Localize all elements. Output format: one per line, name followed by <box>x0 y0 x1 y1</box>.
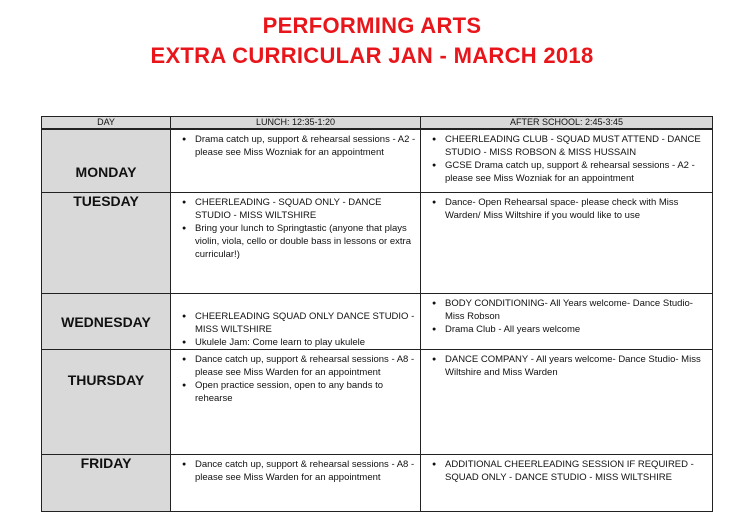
header-lunch: LUNCH: 12:35-1:20 <box>171 117 421 130</box>
lunch-cell <box>171 294 421 350</box>
list-item: ● CHEERLEADING SQUAD ONLY DANCE STUDIO - MISS WILTSHIRE <box>195 310 416 336</box>
list-item: ● Ukulele Jam: Come learn to play ukulele <box>195 336 416 349</box>
list-item: ● Bring your lunch to Springtastic (anyone that plays violin, viola, cello or double bass in lessons or extra curricular!) <box>195 222 416 261</box>
after-school-cell <box>421 193 713 294</box>
schedule-table <box>41 116 713 512</box>
after-school-cell <box>421 129 713 193</box>
after-school-cell <box>421 294 713 350</box>
day-cell: THURSDAY <box>42 350 171 455</box>
lunch-cell <box>171 455 421 512</box>
list-item: ● Drama Club - All years welcome <box>445 323 708 336</box>
list-item: ● CHEERLEADING - SQUAD ONLY - DANCE STUDIO - MISS WILTSHIRE <box>195 196 416 222</box>
table-row <box>42 294 713 350</box>
lunch-cell <box>171 129 421 193</box>
header-after-school: AFTER SCHOOL: 2:45-3:45 <box>421 117 713 130</box>
after-school-cell <box>421 350 713 455</box>
list-item: ● Open practice session, open to any bands to rehearse <box>195 379 416 405</box>
list-item: ● CHEERLEADING CLUB - SQUAD MUST ATTEND - DANCE STUDIO - MISS ROBSON & MISS HUSSAIN <box>445 133 708 159</box>
day-cell: TUESDAY <box>42 193 171 294</box>
list-item: ● Dance- Open Rehearsal space- please check with Miss Warden/ Miss Wiltshire if you would like to use <box>445 196 708 222</box>
after-school-cell <box>421 455 713 512</box>
day-cell: WEDNESDAY <box>42 294 171 350</box>
lunch-cell <box>171 193 421 294</box>
header-day: DAY <box>42 117 171 130</box>
list-item: ● ADDITIONAL CHEERLEADING SESSION IF REQUIRED - SQUAD ONLY - DANCE STUDIO - MISS WILTSHIRE <box>445 458 708 484</box>
table-row <box>42 455 713 512</box>
list-item: ● Dance catch up, support & rehearsal sessions - A8 - please see Miss Warden for an appointment <box>195 353 416 379</box>
header-row <box>42 117 713 130</box>
lunch-cell <box>171 350 421 455</box>
list-item: ● GCSE Drama catch up, support & rehearsal sessions - A2 - please see Miss Wozniak for an appointment <box>445 159 708 185</box>
table-row <box>42 193 713 294</box>
day-cell: FRIDAY <box>42 455 171 512</box>
day-cell: MONDAY <box>42 129 171 193</box>
list-item: ● DANCE COMPANY - All years welcome- Dance Studio- Miss Wiltshire and Miss Warden <box>445 353 708 379</box>
table-row <box>42 350 713 455</box>
page-title: PERFORMING ARTS <box>262 13 482 38</box>
table-row <box>42 129 713 193</box>
page-subtitle: EXTRA CURRICULAR JAN - MARCH 2018 <box>150 43 594 68</box>
list-item: ● BODY CONDITIONING- All Years welcome- Dance Studio- Miss Robson <box>445 297 708 323</box>
list-item: ● Drama catch up, support & rehearsal sessions - A2 - please see Miss Wozniak for an appointment <box>195 133 416 159</box>
list-item: ● Dance catch up, support & rehearsal sessions - A8 - please see Miss Warden for an appointment <box>195 458 416 484</box>
